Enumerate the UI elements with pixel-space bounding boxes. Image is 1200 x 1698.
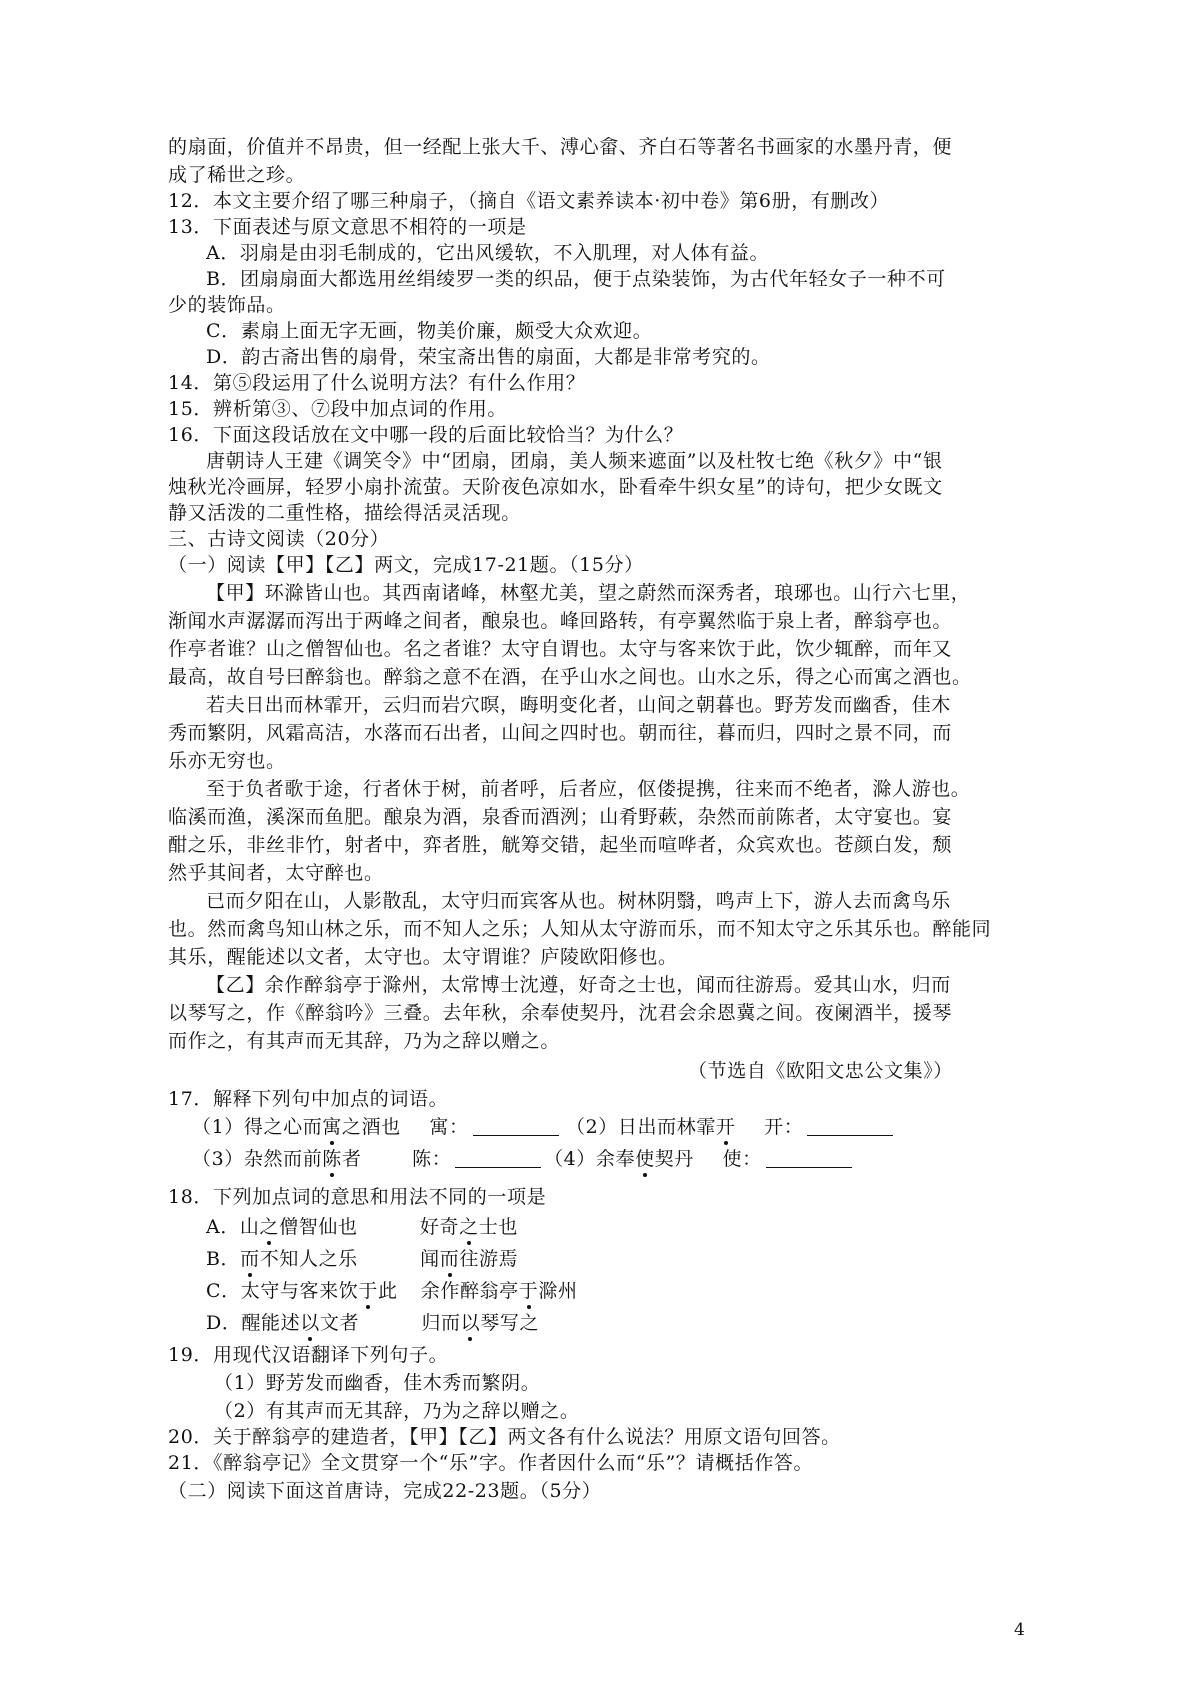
- passage-line: 【乙】余作醉翁亭于滁州，太常博士沈遵，好奇之士也，闻而往游焉。爱其山水，归而: [206, 974, 951, 996]
- passage-line: 静又活泼的二重性格，描绘得活灵活现。: [168, 502, 521, 524]
- emphasis-dot-word: 于: [518, 1280, 539, 1302]
- section-heading: 三、古诗文阅读（20分）: [168, 528, 390, 550]
- option-c: C．素扇上面无字无画，物美价廉，颇受大众欢迎。: [206, 320, 653, 342]
- emphasis-dot-word: 开: [715, 1116, 736, 1138]
- passage-line: 烛秋光冷画屏，轻罗小扇扑流萤。天阶夜色凉如水，卧看牵牛织女星”的诗句，把少女既文: [168, 476, 943, 498]
- question-21: 21．《醉翁亭记》全文贯穿一个“乐”字。作者因什么而“乐”？请概括作答。: [168, 1452, 814, 1474]
- question-20: 20．关于醉翁亭的建造者，【甲】【乙】两文各有什么说法？用原文语句回答。: [168, 1426, 841, 1448]
- passage-line: 【甲】环滁皆山也。其西南诸峰，林壑尤美，望之蔚然而深秀者，琅琊也。山行六七里，: [206, 582, 971, 604]
- passage-line: 酣之乐，非丝非竹，射者中，弈者胜，觥筹交错，起坐而喧哗者，众宾欢也。苍颜白发，颓: [168, 834, 953, 856]
- emphasis-dot-word: 之: [259, 1216, 280, 1238]
- subsection-heading: （二）阅读下面这首唐诗，完成22-23题。（5分）: [168, 1480, 602, 1502]
- question-16: 16．下面这段话放在文中哪一段的后面比较恰当？为什么？: [168, 424, 684, 446]
- answer-blank[interactable]: [766, 1149, 852, 1168]
- question-19: 19．用现代汉语翻译下列句子。: [168, 1344, 449, 1366]
- question-15: 15．辨析第③、⑦段中加点词的作用。: [168, 398, 507, 420]
- passage-line: 至于负者歌于途，行者休于树，前者呼，后者应，伛偻提携，往来而不绝者，滁人游也。: [206, 778, 971, 800]
- q17-item-4: （4）余奉使契丹 使：: [544, 1146, 852, 1172]
- passage-line: 然乎其间者，太守醉也。: [168, 862, 384, 884]
- emphasis-dot-word: 而: [439, 1248, 460, 1270]
- option-a: A．羽扇是由羽毛制成的，它出风缓软，不入肌理，对人体有益。: [206, 242, 770, 264]
- question-18: 18．下列加点词的意思和用法不同的一项是: [168, 1186, 547, 1208]
- option-d: D．韵古斋出售的扇骨，荣宝斋出售的扇面，大都是非常考究的。: [206, 346, 771, 368]
- q18-option-c: C．太守与客来饮于此 余作醉翁亭于滁州: [206, 1280, 578, 1302]
- passage-line: 而作之，有其声而无其辞，乃为之辞以赠之。: [168, 1030, 561, 1052]
- answer-blank[interactable]: [473, 1117, 559, 1136]
- q19-item-1: （1）野芳发而幽香，佳木秀而繁阴。: [214, 1372, 541, 1394]
- q18-option-b: B．而不知人之乐 闻而往游焉: [206, 1248, 519, 1270]
- q17-item-2: （2）日出而林霏开 开：: [566, 1114, 893, 1140]
- passage-line: 也。然而禽鸟知山林之乐，而不知人之乐；人知从太守游而乐，而不知太守之乐其乐也。醉能同: [168, 918, 992, 940]
- emphasis-dot-word: 陈: [322, 1148, 342, 1170]
- passage-line: 秀而繁阴，风霜高洁，水落而石出者，山间之四时也。朝而往，暮而归，四时之景不同，而: [168, 722, 953, 744]
- question-12: 12．本文主要介绍了哪三种扇子，（摘自《语文素养读本·初中卷》第6册，有删改）: [168, 190, 890, 212]
- passage-line: 乐亦无穷也。: [168, 750, 286, 772]
- q18-option-d: D．醒能述以文者 归而以琴写之: [206, 1312, 540, 1334]
- passage-line: 作亭者谁？山之僧智仙也。名之者谁？太守自谓也。太守与客来饮于此，饮少辄醉，而年又: [168, 638, 953, 660]
- emphasis-dot-word: 寓: [322, 1116, 342, 1138]
- text-line: 成了稀世之珍。: [168, 164, 306, 186]
- passage-line: 唐朝诗人王建《调笑令》中“团扇，团扇，美人频来遮面”以及杜牧七绝《秋夕》中“银: [206, 450, 943, 472]
- source-citation: （节选自《欧阳文忠公文集》）: [688, 1060, 953, 1082]
- passage-line: 以琴写之，作《醉翁吟》三叠。去年秋，余奉使契丹，沈君会余恩冀之间。夜阑酒半，援琴: [168, 1002, 953, 1024]
- option-b: B．团扇扇面大都选用丝绢绫罗一类的织品，便于点染装饰，为古代年轻女子一种不可: [206, 268, 946, 290]
- option-b-cont: 少的装饰品。: [168, 294, 286, 316]
- emphasis-dot-word: 以: [300, 1312, 320, 1334]
- question-14: 14．第⑤段运用了什么说明方法？有什么作用？: [168, 372, 586, 394]
- answer-blank[interactable]: [455, 1149, 541, 1168]
- answer-blank[interactable]: [807, 1117, 893, 1136]
- q19-item-2: （2）有其声而无其辞，乃为之辞以赠之。: [214, 1400, 580, 1422]
- passage-line: 最高，故自号曰醉翁也。醉翁之意不在酒，在乎山水之间也。山水之乐，得之心而寓之酒也。: [168, 666, 972, 688]
- emphasis-dot-word: 于: [358, 1280, 378, 1302]
- q17-item-3: （3）杂然而前陈者 陈：: [192, 1146, 541, 1172]
- emphasis-dot-word: 使: [635, 1148, 655, 1170]
- question-17: 17．解释下列句中加点的词语。: [168, 1088, 449, 1110]
- question-13: 13．下面表述与原文意思不相符的一项是: [168, 216, 527, 238]
- passage-line: 若夫日出而林霏开，云归而岩穴暝，晦明变化者，山间之朝暮也。野芳发而幽香，佳木: [206, 694, 951, 716]
- emphasis-dot-word: 而: [240, 1248, 260, 1270]
- q17-item-1: （1）得之心而寓之酒也 寓：: [192, 1114, 559, 1140]
- page-number: 4: [1014, 1620, 1025, 1640]
- passage-line: 其乐，醒能述以文者，太守也。太守谓谁？庐陵欧阳修也。: [168, 946, 678, 968]
- passage-line: 临溪而渔，溪深而鱼肥。酿泉为酒，泉香而酒洌；山肴野蔌，杂然而前陈者，太守宴也。宴: [168, 806, 953, 828]
- passage-line: 已而夕阳在山，人影散乱，太守归而宾客从也。树林阴翳，鸣声上下，游人去而禽鸟乐: [206, 890, 951, 912]
- text-line: 的扇面，价值并不昂贵，但一经配上张大千、溥心畲、齐白石等著名书画家的水墨丹青，便: [168, 136, 953, 158]
- emphasis-dot-word: 以: [460, 1312, 481, 1334]
- subsection-heading: （一）阅读【甲】【乙】两文，完成17-21题。（15分）: [168, 554, 644, 576]
- q18-option-a: A．山之僧智仙也 好奇之士也: [206, 1216, 518, 1238]
- passage-line: 渐闻水声潺潺而泻出于两峰之间者，酿泉也。峰回路转，有亭翼然临于泉上者，醉翁亭也。: [168, 610, 953, 632]
- emphasis-dot-word: 之: [459, 1216, 479, 1238]
